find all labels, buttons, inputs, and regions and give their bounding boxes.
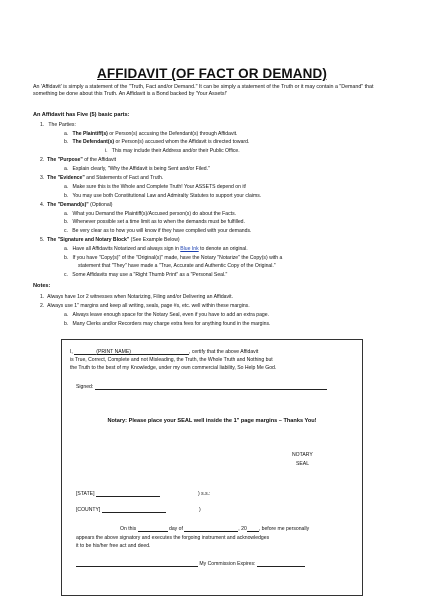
part-3a: a. Make sure this is the Whole and Complete Truth! Your ASSETS depend on it! (64, 184, 247, 190)
day-of-label: day of (168, 526, 183, 532)
part-1a: a. The Plaintiff(s) or Person(s) accusing the Defendant(s) through Affidavit. (64, 131, 238, 137)
cert-line-2: is True, Correct, Complete and not Misleading, the Truth, the Whole Truth and Nothing but (70, 357, 273, 363)
certify-line (70, 349, 258, 355)
commission-label: My Commission Expires: (199, 561, 256, 567)
part-text: Explain clearly, "Why the Affidavit is being Sent and/or Filed." (72, 166, 210, 172)
part-text: If you have "Copy(s)" of the "Original(s)" made, have the Notary "Notarize" the Copy(s) with a (72, 255, 283, 261)
note-2a: a. Always leave enough space for the Notary Seal, even if you have to add an extra page. (64, 312, 270, 318)
part-rest: (Optional) (88, 202, 113, 208)
name-blank-right[interactable] (131, 349, 189, 355)
part-4 (40, 202, 113, 208)
part-text: Make sure this is the Whole and Complete Truth! Your ASSETS depend on it! (72, 184, 247, 190)
part-2 (40, 157, 116, 163)
commission-line (76, 561, 305, 567)
part-head: The Parties: (48, 122, 76, 128)
day-field[interactable] (138, 526, 168, 532)
state-field[interactable] (96, 491, 160, 497)
part-4c: c. Be very clear as to how you will know if they have complied with your demands. (64, 228, 252, 234)
name-blank-left[interactable] (74, 349, 96, 355)
part-text: Whenever possible set a time limit as to when the demands must be fulfilled. (72, 219, 245, 225)
part-5a: a. Have all Affidavits Notarized and always sign in Blue Ink to denote an original. (64, 246, 248, 252)
year-label: , 20 (238, 526, 247, 532)
note-2: 2. Always use 1" margins and keep all writing, seals, page #s, etc. well within these margins. (40, 303, 250, 309)
part-rest: and Statements of Fact and Truth. (84, 175, 164, 181)
part-head: The "Demand(s)" (47, 202, 89, 208)
part-1b-i: i. This may include their Address and/or their Public Office. (105, 148, 240, 154)
part-text: statement that "They" have made a "True, Accurate and Authentic Copy of the Original." (78, 263, 276, 269)
county-field[interactable] (102, 507, 166, 513)
part-2a: a. Explain clearly, "Why the Affidavit is being Sent and/or Filed." (64, 166, 210, 172)
paren-label: ) (199, 507, 201, 513)
print-name-field[interactable]: (PRINT NAME) (96, 349, 131, 355)
page-title: AFFIDAVIT (OF FACT OR DEMAND) (97, 66, 327, 81)
ss-label: ) s.s.: (198, 491, 211, 497)
appears-line-1: appears the above signatory and executes the forgoing instrument and acknowledges (76, 535, 270, 541)
defendant-label: The Defendant(s) (72, 139, 115, 145)
note-text: Always leave enough space for the Notary Seal, even if you have to add an extra page. (72, 312, 270, 318)
part-5c: c. Some Affidavits may use a "Right Thumb Print" as a "Personal Seal." (64, 272, 228, 278)
part-text: to denote an original. (198, 246, 248, 252)
part-number: 3. (40, 175, 45, 181)
cert-i: I, (70, 349, 73, 355)
part-5 (40, 237, 180, 243)
year-field[interactable] (247, 526, 259, 532)
note-text: Always have 1or 2 witnesses when Notarizing, Filing and/or Delivering an Affidavit. (47, 294, 234, 300)
defendant-note: This may include their Address and/or their Public Office. (111, 148, 240, 154)
note-text: Always use 1" margins and keep all writing, seals, page #s, etc. well within these margins. (47, 303, 250, 309)
county-line (76, 507, 166, 513)
part-number: 2. (40, 157, 45, 163)
notes-heading: Notes: (33, 283, 51, 289)
defendant-text: or Person(s) accused whom the Affidavit is directed toward. (114, 139, 250, 145)
part-1 (40, 122, 76, 128)
plaintiff-label: The Plaintiff(s) (72, 131, 108, 137)
part-number: 4. (40, 202, 45, 208)
note-text: Many Clerks and/or Recorders may charge extra fees for anything found in the margins. (72, 321, 271, 327)
notary-signature-field[interactable] (76, 561, 198, 567)
part-head: The "Signature and Notary Block" (47, 237, 130, 243)
month-field[interactable] (184, 526, 238, 532)
part-text: What you Demand the Plaintiff(s)/Accused person(s) do about the Facts. (72, 211, 237, 217)
signature-field[interactable] (95, 384, 327, 390)
part-number: 1. (40, 122, 45, 128)
county-label: [COUNTY] (76, 507, 101, 513)
part-text: Have all Affidavits Notarized and always sign in (72, 246, 181, 252)
seal-notice: Notary: Please place your SEAL well inside the 1" page margins – Thanks You! (107, 418, 317, 424)
part-5b: b. If you have "Copy(s)" of the "Original(s)" made, have the Notary "Notarize" the Copy(s) with a (64, 255, 283, 261)
notary-label: NOTARY (292, 452, 313, 458)
part-4b: b. Whenever possible set a time limit as to when the demands must be fulfilled. (64, 219, 245, 225)
notary-certificate-box (61, 339, 363, 596)
before-label: , before me personally (258, 526, 310, 532)
parts-heading: An Affidavit has Five (5) basic parts: (33, 112, 130, 118)
cert-tail: , certify that the above Affidavit (188, 349, 259, 355)
on-this-line (120, 526, 309, 532)
part-text: Some Affidavits may use a "Right Thumb Print" as a "Personal Seal." (72, 272, 228, 278)
part-text: You may use both Constitutional Law and Admiralty Statutes to support your claims. (72, 193, 262, 199)
part-rest: of the Affidavit (82, 157, 117, 163)
part-text: Be very clear as to how you will know if they have complied with your demands. (72, 228, 252, 234)
part-number: 5. (40, 237, 45, 243)
intro-paragraph: An 'Affidavit' is simply a statement of the "Truth, Fact and/or Demand." It can be simply a statement of the Truth or it may contain a "Demand" that something be done about this Truth. An Affidavit is a Bond backed by 'Your Assets!' (33, 84, 374, 98)
part-1b: b. The Defendant(s) or Person(s) accused whom the Affidavit is directed toward. (64, 139, 250, 145)
note-2b: b. Many Clerks and/or Recorders may charge extra fees for anything found in the margins. (64, 321, 271, 327)
state-label: [STATE] (76, 491, 95, 497)
seal-label: SEAL (296, 461, 310, 467)
part-4a: a. What you Demand the Plaintiff(s)/Accused person(s) do about the Facts. (64, 211, 237, 217)
signed-label: Signed: (76, 384, 94, 390)
part-5b-cont (78, 263, 276, 269)
appears-line-2: it to be his/her free act and deed. (76, 543, 151, 549)
part-head: The "Purpose" (47, 157, 83, 163)
cert-line-3: the Truth to the best of my Knowledge, under my own commercial liability, So Help Me God. (70, 365, 277, 371)
part-head: The "Evidence" (47, 175, 85, 181)
commission-date-field[interactable] (257, 561, 305, 567)
state-line (76, 491, 160, 497)
part-3b: b. You may use both Constitutional Law and Admiralty Statutes to support your claims. (64, 193, 262, 199)
signed-line (76, 384, 327, 390)
note-1: 1. Always have 1or 2 witnesses when Notarizing, Filing and/or Delivering an Affidavit. (40, 294, 234, 300)
plaintiff-text: or Person(s) accusing the Defendant(s) through Affidavit. (107, 131, 238, 137)
part-rest: (See Example Below) (129, 237, 180, 243)
part-3 (40, 175, 163, 181)
blue-ink-text: Blue Ink (180, 246, 199, 252)
on-this-label: On this (120, 526, 137, 532)
